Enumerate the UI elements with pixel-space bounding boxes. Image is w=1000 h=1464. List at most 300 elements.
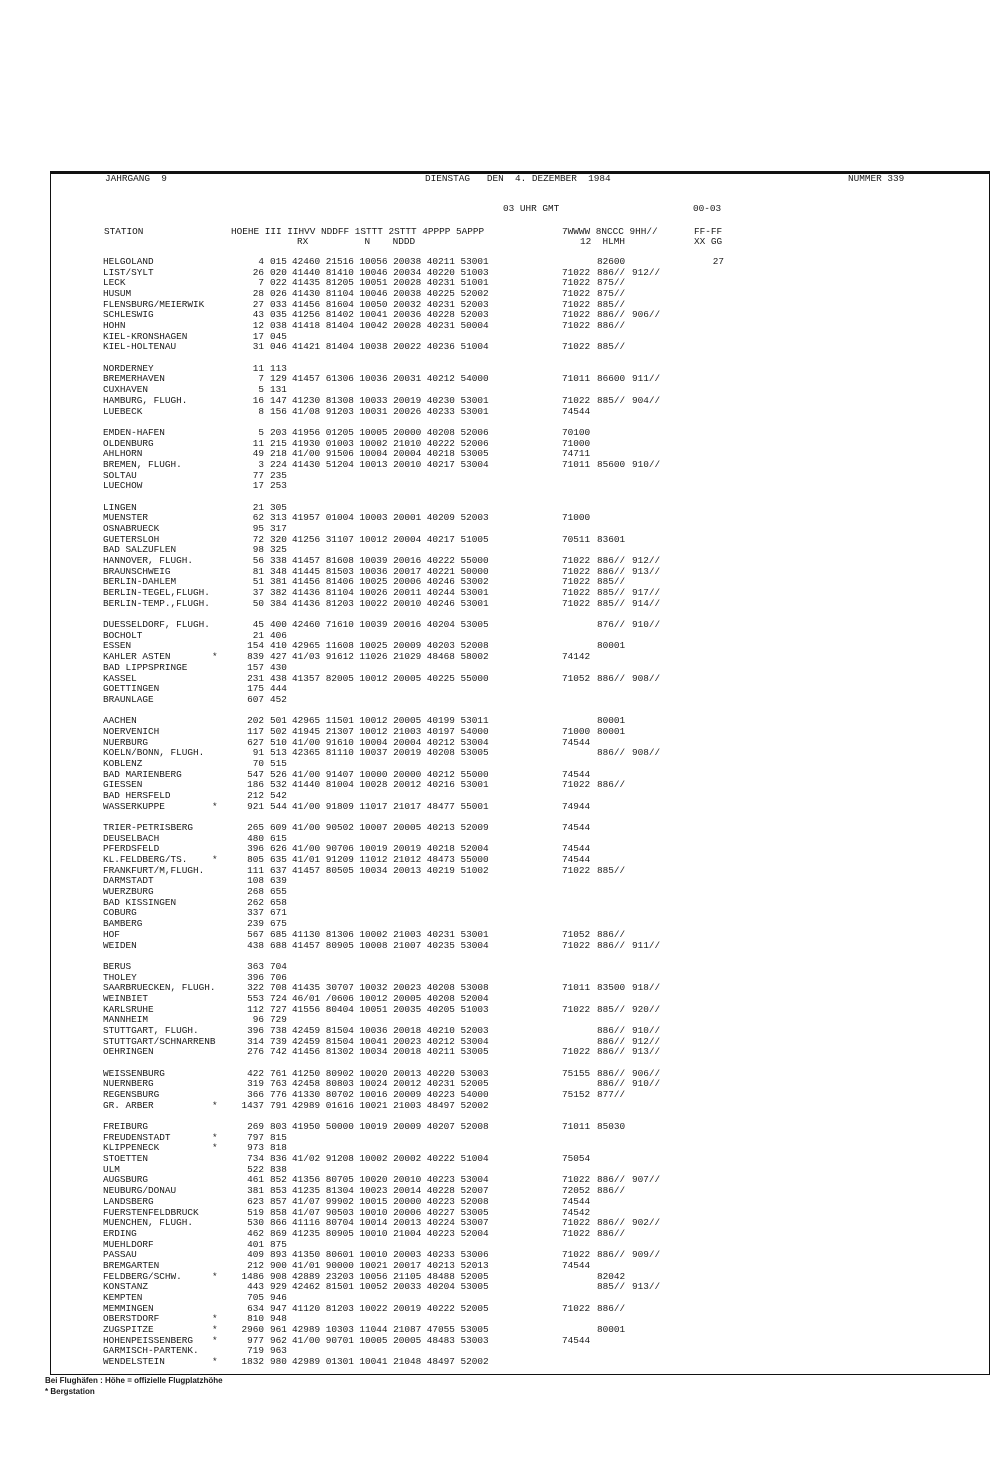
cloud-group: 877// — [597, 1089, 626, 1101]
synop-group: 41930 — [292, 437, 321, 449]
station-index: 853 — [270, 1185, 287, 1197]
synop-group: 40213 — [426, 822, 455, 834]
cloud-group: 876// — [597, 619, 626, 631]
station-name: KOELN/BONN, FLUGH. — [103, 747, 205, 759]
station-height: 231 — [247, 672, 264, 684]
synop-group: 81308 — [325, 394, 354, 406]
weather-group: 71022 — [562, 864, 591, 876]
station-name: BRAUNSCHWEIG — [103, 565, 171, 577]
synop-group: 40207 — [426, 1121, 455, 1133]
synop-group: 40218 — [426, 843, 455, 855]
synop-group: 81104 — [325, 587, 354, 599]
station-name: HOHN — [103, 320, 126, 332]
synop-group: 20000 — [393, 426, 422, 438]
cloud-height-group: 911// — [632, 939, 661, 951]
weather-group: 71011 — [562, 1121, 591, 1133]
station-index: 908 — [270, 1270, 287, 1282]
station-index: 900 — [270, 1259, 287, 1271]
station-name: STOETTEN — [103, 1153, 149, 1165]
synop-group: 42989 — [292, 1324, 321, 1335]
synop-group: 20038 — [393, 256, 422, 267]
synop-group: 81608 — [325, 555, 354, 567]
station-index: 708 — [270, 982, 287, 994]
synop-group: 81203 — [325, 1302, 354, 1314]
synop-group: 20035 — [393, 1003, 422, 1015]
station-index: 381 — [270, 576, 287, 588]
synop-group: 41435 — [292, 277, 321, 289]
weather-group: 70100 — [562, 426, 591, 438]
synop-group: 20010 — [393, 1174, 422, 1186]
station-index: 400 — [270, 619, 287, 631]
cloud-height-group: 913// — [632, 1281, 661, 1293]
synop-group: 21105 — [393, 1270, 422, 1282]
synop-group: 10046 — [359, 266, 388, 278]
station-height: 26 — [252, 266, 264, 278]
synop-group: 42459 — [292, 1035, 321, 1047]
synop-group: 48473 — [426, 854, 455, 866]
cloud-group: 886// — [597, 1217, 626, 1229]
station-index: 729 — [270, 1014, 287, 1026]
station-height: 212 — [247, 790, 264, 801]
synop-group: 53011 — [460, 715, 489, 727]
synop-group: 40213 — [426, 1259, 455, 1271]
synop-group: 10036 — [359, 1024, 388, 1036]
column-header-station: STATION — [104, 226, 144, 237]
synop-group: 41/02 — [292, 1153, 321, 1165]
mountain-station-marker: * — [212, 1324, 218, 1335]
station-name: BOCHOLT — [103, 629, 143, 641]
station-index: 866 — [270, 1217, 287, 1229]
station-name: LUECHOW — [103, 480, 143, 492]
synop-group: 53005 — [460, 619, 489, 631]
station-height: 77 — [252, 469, 264, 481]
synop-group: 41457 — [292, 864, 321, 876]
station-name: OLDENBURG — [103, 437, 154, 449]
synop-group: 20023 — [393, 982, 422, 994]
station-index: 671 — [270, 907, 287, 919]
station-index: 305 — [270, 501, 287, 513]
table-row — [0, 599, 1000, 610]
synop-group: 42458 — [292, 1078, 321, 1090]
station-height: 175 — [247, 683, 264, 695]
station-height: 27 — [252, 298, 264, 310]
synop-group: 20014 — [393, 1185, 422, 1197]
synop-group: 50004 — [460, 320, 489, 332]
synop-group: 20031 — [393, 373, 422, 385]
cloud-group: 885// — [597, 341, 626, 353]
synop-group: 40225 — [426, 288, 455, 300]
station-name: BAD HERSFELD — [103, 790, 171, 801]
synop-group: 53001 — [460, 597, 489, 609]
table-row — [0, 994, 1000, 1005]
weather-group: 71022 — [562, 288, 591, 300]
cloud-height-group: 906// — [632, 1067, 661, 1079]
station-name: FLENSBURG/MEIERWIK — [103, 298, 205, 310]
station-name: COBURG — [103, 907, 137, 919]
station-index: 218 — [270, 448, 287, 460]
synop-group: 80704 — [325, 1217, 354, 1229]
table-row — [0, 268, 1000, 279]
weather-group: 71022 — [562, 309, 591, 321]
synop-group: 20033 — [393, 1281, 422, 1293]
station-height: 31 — [252, 341, 264, 353]
table-row — [0, 748, 1000, 759]
station-name: AHLHORN — [103, 448, 143, 460]
synop-group: 51001 — [460, 277, 489, 289]
synop-group: 40220 — [426, 266, 455, 278]
synop-group: 10021 — [359, 1259, 388, 1271]
synop-group: 20038 — [393, 288, 422, 300]
weather-group: 71022 — [562, 1249, 591, 1261]
synop-group: 81404 — [325, 341, 354, 353]
cloud-height-group: 912// — [632, 1035, 661, 1047]
synop-group: 20019 — [393, 1302, 422, 1314]
synop-group: 53001 — [460, 587, 489, 599]
station-index: 532 — [270, 779, 287, 791]
synop-group: 81501 — [325, 1281, 354, 1293]
station-name: REGENSBURG — [103, 1089, 160, 1101]
synop-group: 81302 — [325, 1046, 354, 1058]
table-row — [0, 1357, 1000, 1368]
weather-group: 74944 — [562, 800, 591, 812]
station-height: 56 — [252, 555, 264, 567]
station-height: 112 — [247, 1003, 264, 1015]
synop-group: 10024 — [359, 1078, 388, 1090]
station-name: KASSEL — [103, 672, 137, 684]
mountain-station-marker: * — [212, 1334, 218, 1346]
station-height: 95 — [252, 523, 264, 534]
synop-group: 40246 — [426, 597, 455, 609]
synop-group: 21003 — [393, 725, 422, 737]
synop-group: 40204 — [426, 619, 455, 631]
synop-group: /0606 — [325, 992, 354, 1004]
station-name: LIST/SYLT — [103, 266, 154, 278]
cloud-height-group: 913// — [632, 1046, 661, 1058]
synop-group: 80905 — [325, 939, 354, 951]
station-height: 381 — [247, 1185, 264, 1197]
synop-group: 10034 — [359, 864, 388, 876]
station-height: 7 — [258, 373, 264, 385]
table-row — [0, 802, 1000, 813]
synop-group: 80902 — [325, 1067, 354, 1079]
synop-group: 52004 — [460, 843, 489, 855]
station-height: 810 — [247, 1313, 264, 1325]
synop-group: 52004 — [460, 1227, 489, 1239]
synop-group: 41235 — [292, 1185, 321, 1197]
synop-group: 81410 — [325, 266, 354, 278]
synop-group: 80803 — [325, 1078, 354, 1090]
synop-group: 41356 — [292, 1174, 321, 1186]
synop-group: 10021 — [359, 1099, 388, 1111]
column-header-codes: HOEHE III IIHVV NDDFF 1STTT 2STTT 4PPPP 5APPP — [231, 226, 485, 237]
cloud-group: 886// — [597, 565, 626, 577]
synop-group: 52006 — [460, 426, 489, 438]
station-height: 1486 — [241, 1270, 264, 1282]
synop-group: 91208 — [325, 1153, 354, 1165]
station-name: KARLSRUHE — [103, 1003, 154, 1015]
station-index: 406 — [270, 629, 287, 641]
synop-group: 41945 — [292, 725, 321, 737]
synop-group: 40236 — [426, 341, 455, 353]
station-height: 337 — [247, 907, 264, 919]
table-row — [0, 1154, 1000, 1165]
station-height: 276 — [247, 1046, 264, 1058]
table-row — [0, 631, 1000, 642]
station-index: 430 — [270, 661, 287, 673]
synop-group: 20016 — [393, 555, 422, 567]
station-index: 156 — [270, 405, 287, 417]
synop-group: 10036 — [359, 565, 388, 577]
synop-group: 41430 — [292, 288, 321, 300]
synop-group: 42459 — [292, 1024, 321, 1036]
table-row — [0, 1143, 1000, 1154]
synop-group: 91612 — [325, 651, 354, 663]
synop-group: 54000 — [460, 373, 489, 385]
synop-group: 40212 — [426, 768, 455, 780]
station-index: 615 — [270, 832, 287, 844]
station-name: GIESSEN — [103, 779, 143, 791]
synop-group: 10013 — [359, 458, 388, 470]
station-name: HOHENPEISSENBERG — [103, 1334, 194, 1346]
synop-group: 40223 — [426, 1227, 455, 1239]
station-name: FRANKFURT/M,FLUGH. — [103, 864, 205, 876]
synop-group: 41116 — [292, 1217, 321, 1229]
synop-group: 81205 — [325, 277, 354, 289]
synop-group: 20006 — [393, 576, 422, 588]
station-index: 869 — [270, 1227, 287, 1239]
station-height: 839 — [247, 651, 264, 663]
weather-group: 75155 — [562, 1067, 591, 1079]
station-name: LECK — [103, 277, 126, 289]
station-height: 547 — [247, 768, 264, 780]
station-index: 129 — [270, 373, 287, 385]
station-name: CUXHAVEN — [103, 384, 149, 396]
synop-group: 40208 — [426, 992, 455, 1004]
station-index: 444 — [270, 683, 287, 695]
mountain-station-marker: * — [212, 1131, 218, 1143]
station-index: 338 — [270, 555, 287, 567]
synop-group: 10037 — [359, 747, 388, 759]
synop-group: 21003 — [393, 1099, 422, 1111]
synop-group: 80505 — [325, 864, 354, 876]
table-row — [0, 930, 1000, 941]
station-name: DUESSELDORF, FLUGH. — [103, 619, 210, 631]
volume-label: JAHRGANG 9 — [105, 173, 167, 184]
weather-group: 71022 — [562, 565, 591, 577]
station-index: 542 — [270, 790, 287, 801]
station-index: 038 — [270, 320, 287, 332]
station-height: 438 — [247, 939, 264, 951]
mountain-station-marker: * — [212, 800, 218, 812]
cloud-height-group: 910// — [632, 1024, 661, 1036]
station-index: 724 — [270, 992, 287, 1004]
synop-group: 80404 — [325, 1003, 354, 1015]
cloud-height-group: 906// — [632, 309, 661, 321]
weather-group: 71011 — [562, 373, 591, 385]
station-name: STUTTGART/SCHNARRENB — [103, 1035, 216, 1047]
synop-group: 50000 — [325, 1121, 354, 1133]
table-row — [0, 663, 1000, 674]
synop-group: 40211 — [426, 1046, 455, 1058]
synop-group: 11501 — [325, 715, 354, 727]
table-row — [0, 342, 1000, 353]
synop-group: 52008 — [460, 640, 489, 652]
table-row — [0, 1218, 1000, 1229]
cloud-height-group: 907// — [632, 1174, 661, 1186]
cloud-height-group: 908// — [632, 747, 661, 759]
station-name: WASSERKUPPE — [103, 800, 165, 812]
station-index: 803 — [270, 1121, 287, 1133]
synop-group: 41435 — [292, 982, 321, 994]
weather-group: 71000 — [562, 437, 591, 449]
station-name: FELDBERG/SCHW. — [103, 1270, 182, 1282]
synop-group: 01004 — [325, 512, 354, 524]
station-height: 553 — [247, 992, 264, 1004]
station-index: 685 — [270, 928, 287, 940]
weather-group: 71011 — [562, 458, 591, 470]
station-name: GARMISCH-PARTENK. — [103, 1345, 199, 1357]
station-name: KIEL-HOLTENAU — [103, 341, 177, 353]
station-index: 742 — [270, 1046, 287, 1058]
station-index: 857 — [270, 1195, 287, 1207]
station-name: AACHEN — [103, 715, 137, 727]
station-height: 154 — [247, 640, 264, 652]
station-name: NUERBURG — [103, 736, 149, 748]
station-height: 5 — [258, 384, 264, 396]
synop-group: 20026 — [393, 405, 422, 417]
mountain-station-marker: * — [212, 651, 218, 663]
station-index: 655 — [270, 886, 287, 898]
synop-group: 20012 — [393, 1078, 422, 1090]
synop-group: 01301 — [325, 1356, 354, 1368]
synop-group: 11044 — [359, 1324, 388, 1335]
mountain-station-marker: * — [212, 1142, 218, 1154]
synop-group: 46/01 — [292, 992, 321, 1004]
synop-group: 41/00 — [292, 448, 321, 460]
synop-group: 20009 — [393, 1089, 422, 1101]
synop-group: 21003 — [393, 928, 422, 940]
synop-group: 10036 — [359, 373, 388, 385]
station-height: 366 — [247, 1089, 264, 1101]
station-index: 639 — [270, 875, 287, 887]
synop-group: 53005 — [460, 747, 489, 759]
weather-group: 70511 — [562, 533, 591, 545]
synop-group: 53005 — [460, 1281, 489, 1293]
column-header-ff: FF-FF — [694, 226, 723, 237]
synop-group: 52003 — [460, 298, 489, 310]
synop-group: 52005 — [460, 1078, 489, 1090]
station-height: 734 — [247, 1153, 264, 1165]
synop-group: 52013 — [460, 1259, 489, 1271]
station-name: OEHRINGEN — [103, 1046, 154, 1058]
synop-group: 10004 — [359, 448, 388, 460]
synop-group: 71610 — [325, 619, 354, 631]
synop-group: 53005 — [460, 448, 489, 460]
synop-group: 40216 — [426, 779, 455, 791]
weather-group: 71022 — [562, 1217, 591, 1229]
cloud-group: 80001 — [597, 640, 626, 652]
synop-group: 41421 — [292, 341, 321, 353]
synop-group: 52005 — [460, 1302, 489, 1314]
station-height: 480 — [247, 832, 264, 844]
station-height: 17 — [252, 480, 264, 492]
station-index: 348 — [270, 565, 287, 577]
synop-group: 52009 — [460, 822, 489, 834]
synop-group: 40223 — [426, 1174, 455, 1186]
mountain-station-marker: * — [212, 1270, 218, 1282]
synop-group: 40212 — [426, 1035, 455, 1047]
synop-group: 10005 — [359, 426, 388, 438]
station-index: 963 — [270, 1345, 287, 1357]
synop-group: 40228 — [426, 309, 455, 321]
cloud-group: 886// — [597, 928, 626, 940]
station-height: 7 — [258, 277, 264, 289]
synop-group: 41/03 — [292, 651, 321, 663]
table-row — [0, 962, 1000, 973]
synop-group: 40222 — [426, 1153, 455, 1165]
station-name: GR. ARBER — [103, 1099, 154, 1111]
synop-group: 40224 — [426, 1217, 455, 1229]
synop-group: 21029 — [393, 651, 422, 663]
station-index: 791 — [270, 1099, 287, 1111]
synop-group: 41445 — [292, 565, 321, 577]
synop-group: 01205 — [325, 426, 354, 438]
station-index: 658 — [270, 896, 287, 908]
station-height: 1832 — [241, 1356, 264, 1368]
station-height: 98 — [252, 544, 264, 556]
station-name: KONSTANZ — [103, 1281, 149, 1293]
station-name: LANDSBERG — [103, 1195, 154, 1207]
cloud-height-group: 908// — [632, 672, 661, 684]
cloud-group: 85030 — [597, 1121, 626, 1133]
weather-group: 71022 — [562, 1046, 591, 1058]
table-row — [0, 1272, 1000, 1283]
station-index: 313 — [270, 512, 287, 524]
synop-group: 41330 — [292, 1089, 321, 1101]
station-index: 382 — [270, 587, 287, 599]
synop-group: 50000 — [460, 565, 489, 577]
synop-group: 10002 — [359, 437, 388, 449]
table-row — [0, 481, 1000, 492]
synop-group: 81110 — [325, 747, 354, 759]
station-name: ESSEN — [103, 640, 132, 652]
table-row — [0, 1229, 1000, 1240]
cloud-height-group: 920// — [632, 1003, 661, 1015]
synop-group: 01616 — [325, 1099, 354, 1111]
table-row — [0, 407, 1000, 418]
station-height: 239 — [247, 918, 264, 930]
station-height: 462 — [247, 1227, 264, 1239]
station-index: 818 — [270, 1142, 287, 1154]
table-row — [0, 1282, 1000, 1293]
station-index: 946 — [270, 1291, 287, 1303]
station-height: 72 — [252, 533, 264, 545]
station-index: 203 — [270, 426, 287, 438]
synop-group: 81306 — [325, 928, 354, 940]
station-height: 50 — [252, 597, 264, 609]
synop-group: 53004 — [460, 458, 489, 470]
synop-group: 10056 — [359, 1270, 388, 1282]
station-height: 461 — [247, 1174, 264, 1186]
synop-group: 40233 — [426, 1249, 455, 1261]
synop-group: 21087 — [393, 1324, 422, 1335]
synop-group: 40220 — [426, 1067, 455, 1079]
synop-group: 20013 — [393, 864, 422, 876]
weather-group: 71052 — [562, 672, 591, 684]
synop-group: 20004 — [393, 448, 422, 460]
synop-group: 91610 — [325, 736, 354, 748]
synop-group: 81504 — [325, 1024, 354, 1036]
